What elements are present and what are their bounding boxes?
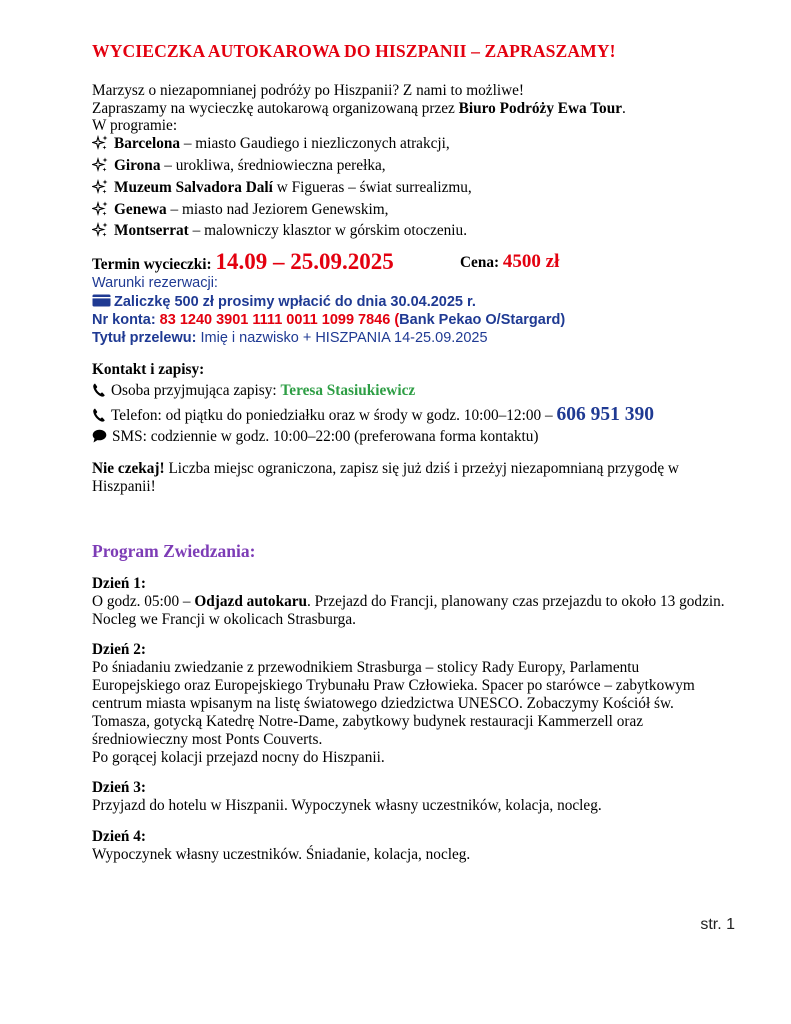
- intro-line-2: [92, 100, 626, 118]
- day-text-line: centrum miasta wpisanym na listę światowego dziedzictwa UNESCO. Zobaczymy Kościół św.: [92, 695, 674, 712]
- intro-line-1: Marzysz o niezapomnianej podróży po Hiszpanii? Z nami to możliwe!: [92, 82, 525, 99]
- program-item-name: Barcelona: [114, 135, 180, 152]
- day-text-line: Wypoczynek własny uczestników. Śniadanie, kolacja, nocleg.: [92, 846, 471, 863]
- program-item-desc: – miasto nad Jeziorem Genewskim,: [166, 201, 389, 218]
- program-item-name: Genewa: [114, 201, 167, 218]
- contact-phone-label: Telefon: od piątku do poniedziałku oraz w środy w godz. 10:00–12:00 –: [111, 407, 557, 424]
- contact-sms-line: [92, 428, 539, 446]
- day-text-line: Tomasza, gotycką Katedrę Notre-Dame, zabytkowy budynek restauracji Kammerzell oraz: [92, 713, 644, 730]
- organizer-name: Biuro Podróży Ewa Tour: [458, 100, 622, 117]
- trip-price: [460, 249, 559, 276]
- day-label: Dzień 4:: [92, 828, 146, 845]
- program-item-name: Montserrat: [114, 222, 189, 239]
- sparkles-icon: [92, 201, 109, 217]
- term-value: 14.09 – 25.09.2025: [215, 249, 394, 274]
- program-item-desc: – malowniczy klasztor w górskim otoczeniu.: [188, 222, 468, 239]
- cta-bold: Nie czekaj!: [92, 460, 165, 477]
- banknote-icon: [92, 294, 111, 307]
- deposit-text: Zaliczkę 500 zł prosimy wpłacić do dnia 30.04.2025 r.: [114, 294, 476, 310]
- sparkles-icon: [92, 157, 109, 173]
- day-text-post: . Przejazd do Francji, planowany czas przejazdu to około 13 godzin.: [307, 593, 725, 610]
- cta-text: Liczba miejsc ograniczona, zapisz się już dziś i przeżyj niezapomnianą przygodę w Hiszpanii!: [92, 460, 679, 495]
- intro-line-2-suffix: .: [622, 100, 626, 117]
- account-line: [92, 312, 565, 329]
- contact-heading: Kontakt i zapisy:: [92, 361, 205, 378]
- transfer-line: [92, 330, 488, 347]
- day-text-line: Po śniadaniu zwiedzanie z przewodnikiem Strasburga – stolicy Rady Europy, Parlamentu: [92, 659, 640, 676]
- trip-term: [92, 249, 394, 278]
- contact-phone-line: [92, 404, 654, 427]
- day-text-line: Przyjazd do hotelu w Hiszpanii. Wypoczynek własny uczestników, kolacja, nocleg.: [92, 797, 602, 814]
- program-item-name: Muzeum Salvadora Dalí: [114, 179, 273, 196]
- day-label: Dzień 1:: [92, 575, 146, 592]
- program-item-desc: – miasto Gaudiego i niezliczonych atrakcji,: [180, 135, 450, 152]
- program-item: [92, 135, 450, 153]
- transfer-label: Tytuł przelewu:: [92, 330, 201, 346]
- day-text-pre: O godz. 05:00 –: [92, 593, 195, 610]
- phone-icon: [92, 382, 106, 398]
- account-number: 83 1240 3901 1111 0011 1099 7846 (: [159, 312, 400, 328]
- term-label: Termin wycieczki:: [92, 256, 216, 273]
- sparkles-icon: [92, 179, 109, 195]
- account-label: Nr konta:: [92, 312, 160, 328]
- reservation-heading: Warunki rezerwacji:: [92, 275, 218, 291]
- contact-phone-number[interactable]: 606 951 390: [556, 404, 654, 425]
- speech-bubble-icon: [92, 428, 107, 444]
- cta-paragraph: [92, 460, 692, 496]
- sparkles-icon: [92, 135, 109, 151]
- day-text-line: Europejskiego oraz Europejskiego Trybunału Praw Człowieka. Spacer po starówce – zabytkowym: [92, 677, 695, 694]
- program-heading: Program Zwiedzania:: [92, 541, 256, 561]
- day-text-line: Po gorącej kolacji przejazd nocny do Hiszpanii.: [92, 749, 385, 766]
- price-value: 4500 zł: [502, 251, 560, 272]
- program-item-name: Girona: [114, 157, 161, 174]
- sparkles-icon: [92, 222, 109, 238]
- day-text-line: [92, 593, 725, 611]
- day-text-line: średniowieczny most Ponts Couverts.: [92, 731, 323, 748]
- contact-person-line: [92, 382, 415, 400]
- page-number: str. 1: [700, 916, 735, 933]
- day-label: Dzień 2:: [92, 641, 146, 658]
- contact-person-label: Osoba przyjmująca zapisy:: [111, 382, 281, 399]
- price-label: Cena:: [460, 254, 503, 271]
- program-item-desc: w Figueras – świat surrealizmu,: [272, 179, 472, 196]
- transfer-value: Imię i nazwisko + HISZPANIA 14-25.09.2025: [200, 330, 488, 346]
- program-item-desc: – urokliwa, średniowieczna perełka,: [160, 157, 386, 174]
- intro-line-3: W programie:: [92, 117, 178, 134]
- phone-icon: [92, 407, 106, 423]
- page-title: WYCIECZKA AUTOKAROWA DO HISZPANII – ZAPRASZAMY!: [92, 41, 616, 61]
- day-text-line: Nocleg we Francji w okolicach Strasburga.: [92, 611, 356, 628]
- deposit-line: [92, 294, 476, 311]
- account-bank: Bank Pekao O/Stargard): [399, 312, 566, 328]
- contact-sms-text: SMS: codziennie w godz. 10:00–22:00 (preferowana forma kontaktu): [112, 428, 539, 445]
- program-item: [92, 179, 472, 197]
- program-item: [92, 222, 467, 240]
- day-text-bold: Odjazd autokaru: [194, 593, 308, 610]
- program-item: [92, 201, 388, 219]
- day-label: Dzień 3:: [92, 779, 146, 796]
- program-item: [92, 157, 386, 175]
- intro-line-2-prefix: Zapraszamy na wycieczkę autokarową organizowaną przez: [92, 100, 459, 117]
- contact-person-name: Teresa Stasiukiewicz: [280, 382, 416, 399]
